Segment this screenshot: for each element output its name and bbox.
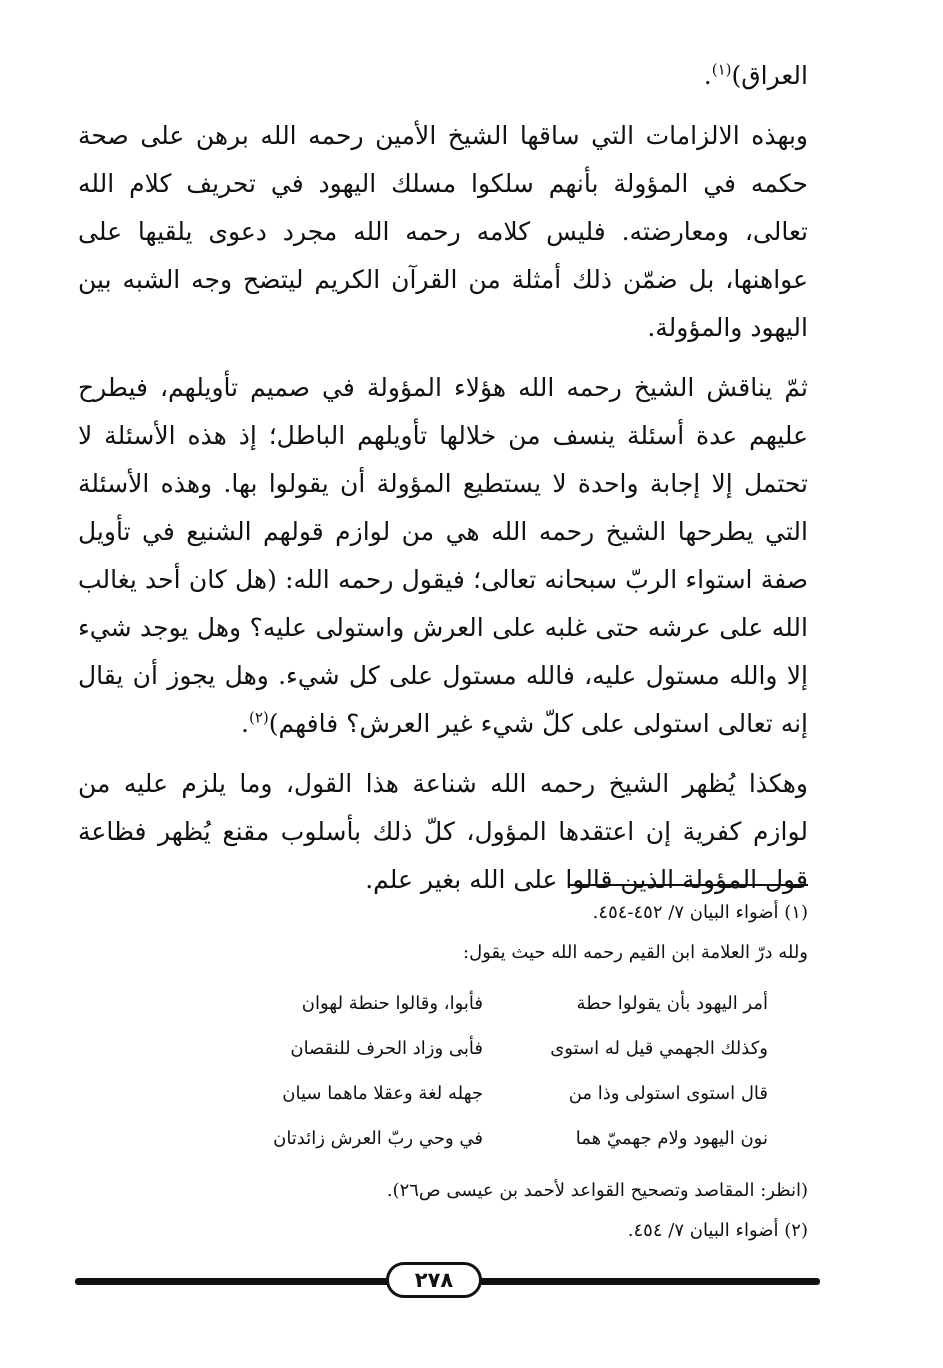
- poem-verse: [120, 1071, 808, 1116]
- footnotes: [120, 893, 808, 1251]
- main-text: [78, 52, 808, 916]
- paragraph-2: [78, 364, 808, 748]
- paragraph-1: وبهذه الالزامات التي ساقها الشيخ الأمين رحمه الله برهن على صحة حكمه في المؤولة بأنهم سلكوا مسلك اليهود في تحريف كلام الله تعالى، ومعارضته. فليس كلامه رحمه الله مجرد دعوى يلقيها على عواهنها، بل ضمّن ذلك أمثلة من القرآن الكريم ليتضح وجه الشبه بين اليهود والمؤولة.: [78, 121, 808, 342]
- paragraph-end: .: [241, 709, 249, 738]
- footnote-2: (٢) أضواء البيان ٧/ ٤٥٤.: [627, 1220, 808, 1241]
- source-reference: (انظر: المقاصد وتصحيح القواعد لأحمد بن عيسى ص٢٦).: [386, 1180, 808, 1201]
- page-number: ٢٧٨: [386, 1262, 482, 1298]
- verse-second-half: جهله لغة وعقلا ماهما سيان: [282, 1083, 483, 1104]
- verse-first-half: أمر اليهود بأن يقولوا حطة: [576, 993, 768, 1014]
- poem-verse: [120, 1116, 808, 1161]
- footnote-ref: (١): [711, 60, 732, 79]
- poem-verse: [120, 981, 808, 1026]
- footnote-divider: [568, 884, 808, 886]
- verse-first-half: وكذلك الجهمي قيل له استوى: [550, 1038, 768, 1059]
- verse-second-half: في وحي ربّ العرش زائدتان: [273, 1128, 483, 1149]
- verse-first-half: قال استوى استولى وذا من: [568, 1083, 768, 1104]
- paragraph-text: العراق): [731, 61, 808, 90]
- poem-intro: ولله درّ العلامة ابن القيم رحمه الله حيث يقول:: [463, 942, 808, 963]
- verse-first-half: نون اليهود ولام جهميّ هما: [575, 1128, 768, 1149]
- poem-verse: [120, 1026, 808, 1071]
- verse-second-half: فأبوا، وقالوا حنطة لهوان: [301, 993, 483, 1014]
- paragraph-3: وهكذا يُظهر الشيخ رحمه الله شناعة هذا القول، وما يلزم عليه من لوازم كفرية إن اعتقدها المؤول، كلّ ذلك بأسلوب مقنع يُظهر فظاعة قول المؤولة الذين قالوا على الله بغير علم.: [78, 769, 808, 894]
- paragraph-text: ثمّ يناقش الشيخ رحمه الله هؤلاء المؤولة في صميم تأويلهم، فيطرح عليهم عدة أسئلة ينسف من خلالها تأويلهم الباطل؛ إذ هذه الأسئلة لا تحتمل إلا إجابة واحدة لا يستطيع المؤولة أن يقولوا بها. وهذه الأسئلة التي يطرحها الشيخ رحمه الله هي من لوازم قولهم الشنيع في تأويل صفة استواء الربّ سبحانه تعالى؛ فيقول رحمه الله: (هل كان أحد يغالب الله على عرشه حتى غلبه على العرش واستولى عليه؟ وهل يوجد شيء إلا والله مستول عليه، فالله مستول على كل شيء. وهل يجوز أن يقال إنه تعالى استولى على كلّ شيء غير العرش؟ فافهم): [78, 373, 808, 738]
- verse-second-half: فأبى وزاد الحرف للنقصان: [290, 1038, 483, 1059]
- poem: [120, 981, 808, 1161]
- paragraph-opening: [78, 52, 808, 100]
- footnote-1: (١) أضواء البيان ٧/ ٤٥٢-٤٥٤.: [592, 902, 808, 923]
- footnote-ref: (٢): [248, 708, 269, 727]
- paragraph-end: .: [703, 61, 712, 90]
